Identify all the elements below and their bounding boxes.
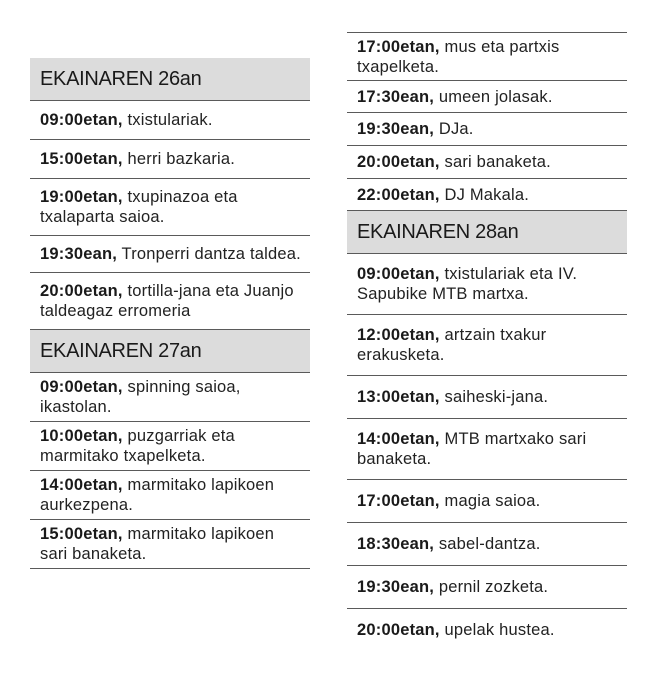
event-item: 19:30ean, DJa.	[347, 113, 627, 146]
event-item: 17:00etan, mus eta partxis txapelketa.	[347, 33, 627, 81]
event-item: 09:00etan, txistulariak.	[30, 101, 310, 140]
event-item: 20:00etan, tortilla-jana eta Juanjo taldeagaz erromeria	[30, 273, 310, 330]
event-item: 19:30ean, pernil zozketa.	[347, 566, 627, 609]
event-item: 20:00etan, upelak hustea.	[357, 621, 555, 639]
day-header-26: EKAINAREN 26an	[30, 58, 310, 101]
event-item: 09:00etan, spinning saioa, ikastolan.	[30, 373, 310, 422]
event-item: 17:00etan, magia saioa.	[347, 480, 627, 523]
event-item: 15:00etan, herri bazkaria.	[30, 140, 310, 179]
event-item: 14:00etan, MTB martxako sari banaketa.	[347, 419, 627, 480]
event-item: 12:00etan, artzain txakur erakusketa.	[347, 315, 627, 376]
event-item: 15:00etan, marmitako lapikoen sari banaketa.	[30, 520, 310, 569]
day-header-27: EKAINAREN 27an	[30, 330, 310, 373]
event-item: 10:00etan, puzgarriak eta marmitako txapelketa.	[30, 422, 310, 471]
event-item: 17:30ean, umeen jolasak.	[347, 81, 627, 113]
schedule-column-right	[347, 32, 627, 648]
event-item: 19:00etan, txupinazoa eta txalaparta saioa.	[30, 179, 310, 236]
schedule-column-left	[30, 58, 310, 569]
event-item: 14:00etan, marmitako lapikoen aurkezpena.	[30, 471, 310, 520]
event-item: 22:00etan, DJ Makala.	[347, 179, 627, 211]
event-item: 18:30ean, sabel-dantza.	[347, 523, 627, 566]
day-header-28: EKAINAREN 28an	[347, 211, 627, 254]
event-item: 09:00etan, txistulariak eta IV. Sapubike MTB martxa.	[347, 254, 627, 315]
event-item: 13:00etan, saiheski-jana.	[347, 376, 627, 419]
event-item: 20:00etan, sari banaketa.	[347, 146, 627, 179]
event-item: 19:30ean, Tronperri dantza taldea.	[30, 236, 310, 273]
